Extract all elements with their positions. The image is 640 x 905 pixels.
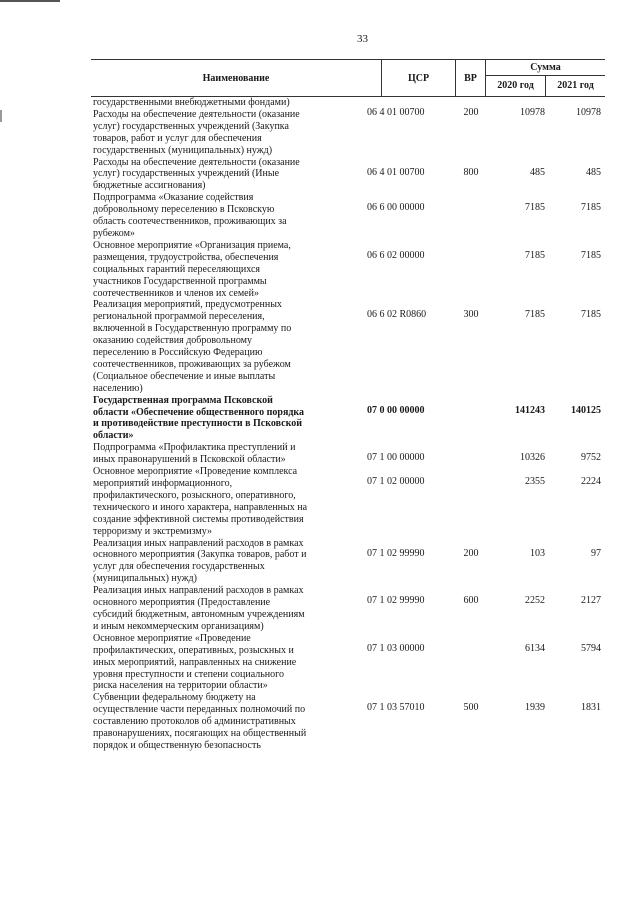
row-name: Реализация иных направлений расходов в рамках основного мероприятия (Закупка товаров, работ и услуг для обеспечения государственных (муниципальных) нужд) <box>93 537 307 585</box>
row-sum-2020: 485 <box>530 166 545 178</box>
row-csr: 06 4 01 00700 <box>367 166 425 178</box>
row-sum-2020: 10326 <box>520 452 545 464</box>
row-vr: 200 <box>463 107 479 118</box>
row-sum-2020: 1939 <box>525 702 545 714</box>
budget-table <box>91 59 605 752</box>
row-vr: 500 <box>463 702 479 714</box>
row-sum-2021: 97 <box>591 547 601 559</box>
page-number: 33 <box>357 33 368 45</box>
row-sum-2020: 6134 <box>525 642 545 654</box>
row-vr: 200 <box>463 547 479 559</box>
row-sum-2021: 5794 <box>581 642 601 654</box>
row-sum-2021: 10978 <box>576 107 601 118</box>
header-vr: ВР <box>455 60 485 96</box>
row-vr: 600 <box>463 595 479 607</box>
table-row <box>91 157 605 193</box>
row-sum-2020: 141243 <box>515 404 545 416</box>
row-csr: 06 6 02 R0860 <box>367 309 427 321</box>
row-csr: 07 1 02 00000 <box>367 476 425 488</box>
row-sum-2021: 7185 <box>581 202 601 214</box>
row-sum-2021: 2224 <box>581 476 601 488</box>
row-sum-2021: 7185 <box>581 249 601 261</box>
row-vr: 300 <box>463 309 479 321</box>
row-sum-2021: 140125 <box>571 404 601 416</box>
table-row <box>91 192 605 240</box>
row-name: Расходы на обеспечение деятельности (оказание услуг) государственных учреждений (Иные бюджетные ассигнования) <box>93 156 300 192</box>
row-sum-2020: 7185 <box>525 309 545 321</box>
row-csr: 07 0 00 00000 <box>367 404 425 416</box>
table-row <box>91 442 605 466</box>
row-sum-2021: 1831 <box>581 702 601 714</box>
row-name: государственными внебюджетными фондами) Расходы на обеспечение деятельности (оказание услуг) государственных учреждений (Закупка товаров, работ и услуг для обеспечения государственных (муниципальных) нужд) <box>93 97 300 156</box>
row-name: Подпрограмма «Оказание содействия добровольному переселению в Псковскую область соотечественников, проживающих за рубежом» <box>93 192 287 239</box>
header-csr: ЦСР <box>381 60 455 96</box>
row-name: Государственная программа Псковской области «Обеспечение общественного порядка и противодействие преступности в Псковской области» <box>93 394 305 442</box>
row-sum-2020: 10978 <box>520 107 545 118</box>
row-sum-2020: 7185 <box>525 202 545 214</box>
row-sum-2020: 2252 <box>525 595 545 607</box>
scan-edge-mark <box>0 0 60 2</box>
table-row <box>91 395 605 443</box>
row-csr: 07 1 02 99990 <box>367 595 425 607</box>
header-name: Наименование <box>202 72 270 84</box>
row-sum-2020: 7185 <box>525 249 545 261</box>
row-name: Субвенции федеральному бюджету на осуществление части переданных полномочий по составлению протоколов об административных правонарушениях, посягающих на общественный порядок и общественную безопасность <box>93 692 307 751</box>
table-row <box>91 585 605 633</box>
row-sum-2020: 2355 <box>525 476 545 488</box>
table-row <box>91 240 605 300</box>
row-vr: 800 <box>463 166 479 178</box>
table-row <box>91 299 605 394</box>
header-years <box>486 76 605 96</box>
table-header <box>91 59 605 97</box>
row-name: Основное мероприятие «Организация приема, размещения, трудоустройства, обеспечения социальных гарантий переселяющихся участников Государственной программы соотечественников и членов их семей» <box>93 239 291 299</box>
row-csr: 07 1 03 00000 <box>367 642 425 654</box>
table-row <box>91 466 605 537</box>
row-sum-2021: 485 <box>586 166 601 178</box>
table-row <box>91 633 605 693</box>
row-csr: 06 6 00 00000 <box>367 202 425 214</box>
row-sum-2021: 9752 <box>581 452 601 464</box>
row-sum-2020: 103 <box>530 547 545 559</box>
table-row <box>91 97 605 157</box>
row-csr: 06 4 01 00700 <box>367 107 425 118</box>
row-csr: 06 6 02 00000 <box>367 249 425 261</box>
header-sum: Сумма <box>486 60 605 76</box>
row-csr: 07 1 00 00000 <box>367 452 425 464</box>
table-row <box>91 692 605 752</box>
row-sum-2021: 7185 <box>581 309 601 321</box>
row-sum-2021: 2127 <box>581 595 601 607</box>
scan-edge-mark <box>0 110 2 122</box>
row-csr: 07 1 02 99990 <box>367 547 425 559</box>
table-row <box>91 538 605 586</box>
header-sum-group <box>485 60 605 96</box>
row-csr: 07 1 03 57010 <box>367 702 425 714</box>
row-name: Основное мероприятие «Проведение комплекса мероприятий информационного, профилактического, розыскного, оперативного, технического и иного характера, направленных на создание эффективной системы противодействия терроризму и экстремизму» <box>93 466 308 537</box>
row-name: Реализация мероприятий, предусмотренных региональной программой переселения, включенной в Государственную программу по оказанию содействия добровольному переселению в Российскую Федерацию соотечественников, проживающих за рубежом (Социальное обеспечение и иные выплаты населению) <box>93 299 292 394</box>
row-name: Подпрограмма «Профилактика преступлений и иных правонарушений в Псковской области» <box>93 442 296 466</box>
row-name: Реализация иных направлений расходов в рамках основного мероприятия (Предоставление субсидий бюджетным, автономным учреждениям и иным некоммерческим организациям) <box>93 585 305 632</box>
row-name: Основное мероприятие «Проведение профилактических, оперативных, розыскных и иных мероприятий, направленных на снижение уровня преступности и степени социального риска населения на территории области» <box>93 632 297 692</box>
header-year-2020: 2020 год <box>497 80 534 92</box>
header-year-2021: 2021 год <box>545 76 605 96</box>
table-body <box>91 97 605 752</box>
